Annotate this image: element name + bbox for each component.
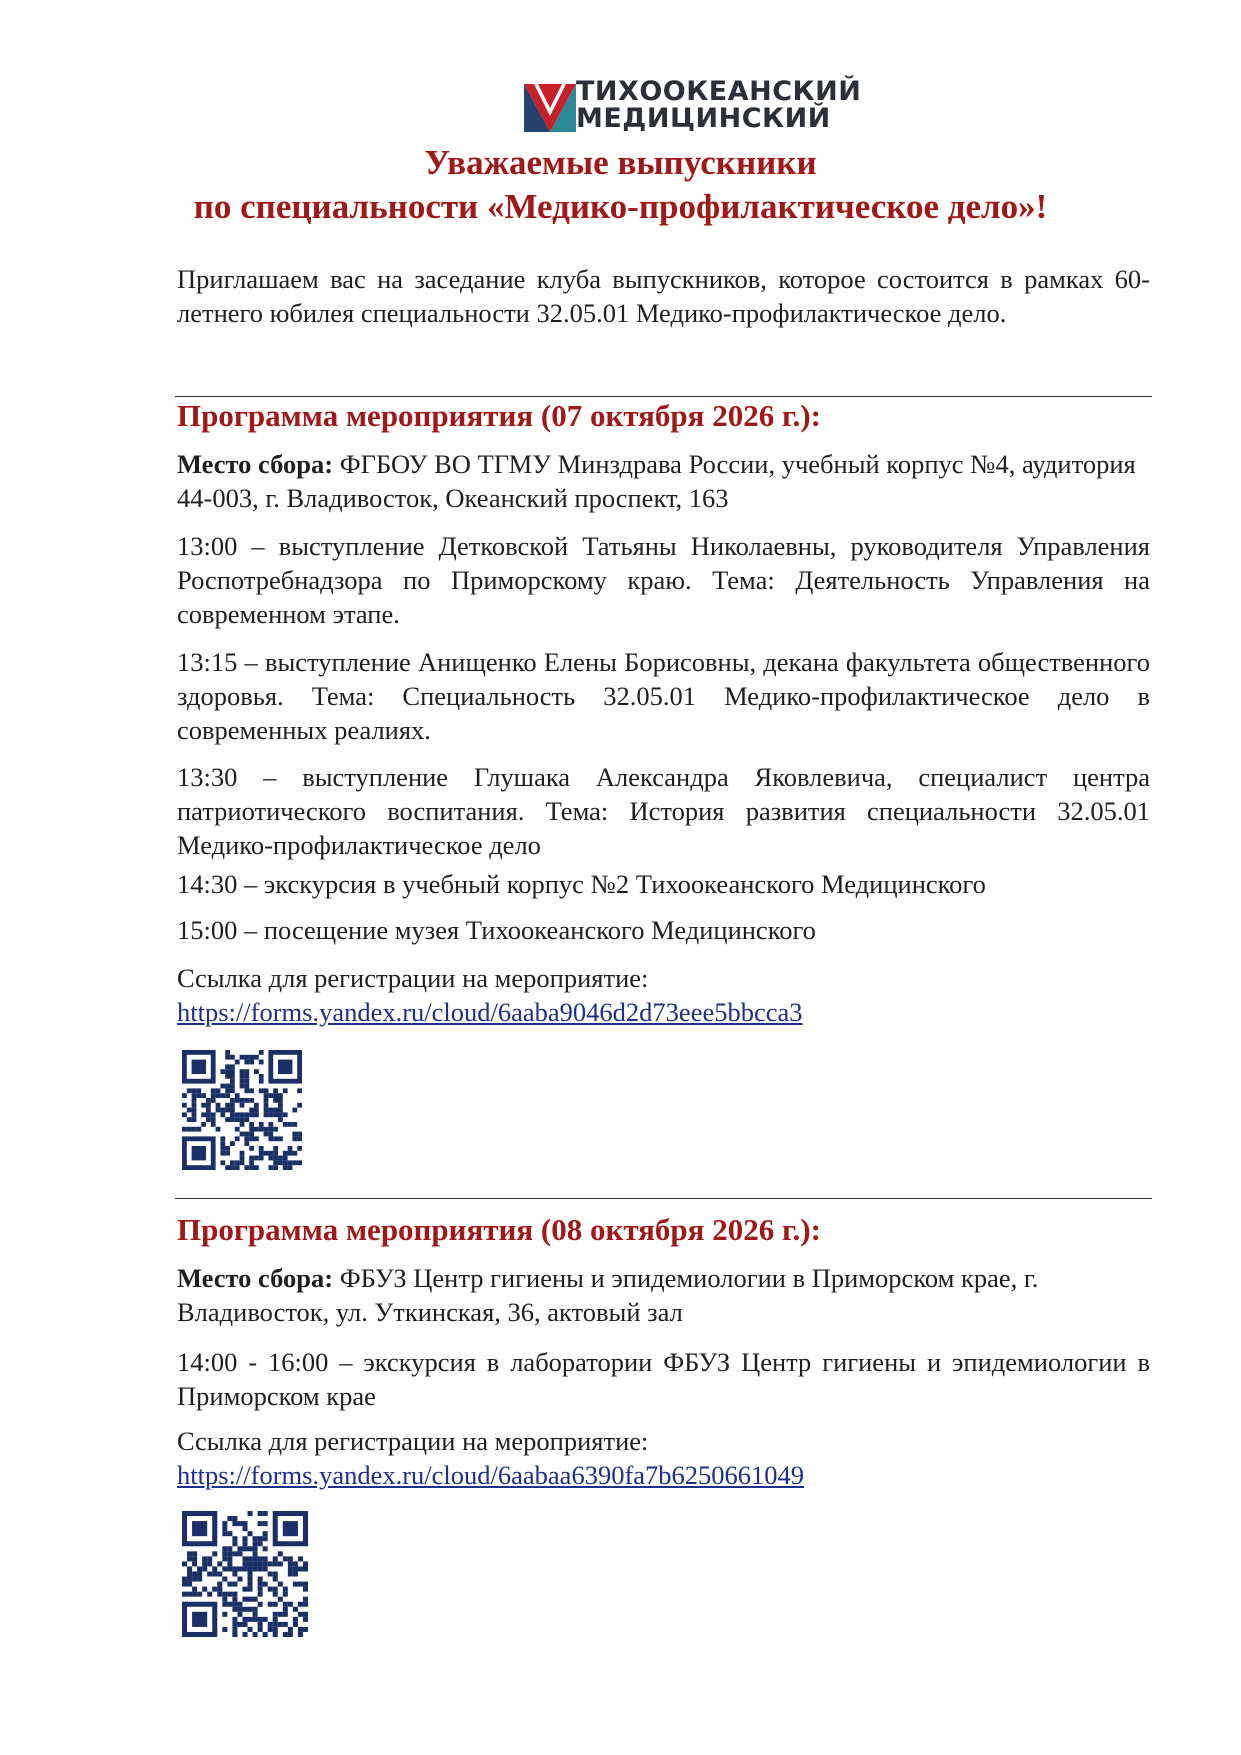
logo-emblem-icon: [522, 80, 578, 136]
intro-paragraph: Приглашаем вас на заседание клуба выпускников, которое состоится в рамках 60-летнего юбилея специальности 32.05.01 Медико-профилактическое дело.: [177, 264, 1150, 328]
page-title-line-1: Уважаемые выпускники: [424, 143, 817, 182]
logo-line-1: ТИХООКЕАНСКИЙ: [576, 76, 862, 107]
page-title-line-2: по специальности «Медико-профилактическое дело»!: [193, 187, 1048, 226]
event2-qr-code[interactable]: [182, 1511, 308, 1637]
event1-qr-code[interactable]: [182, 1050, 302, 1170]
event1-item-3: 13:30 – выступление Глушака Александра Яковлевича, специалист центра патриотического воспитания. Тема: История развития специальности 32.05.01 Медико-профилактическое дело: [177, 762, 1150, 860]
event2-reg-link[interactable]: https://forms.yandex.ru/cloud/6aabaa6390fa7b6250661049: [177, 1460, 805, 1490]
university-logo: [522, 76, 862, 136]
event2-item-1: 14:00 - 16:00 – экскурсия в лаборатории ФБУЗ Центр гигиены и эпидемиологии в Приморском крае: [177, 1347, 1150, 1411]
event1-place-label: Место сбора:: [177, 449, 334, 479]
event1-registration: [177, 961, 1150, 1029]
event1-item-1: 13:00 – выступление Детковской Татьяны Николаевны, руководителя Управления Роспотребнадзора по Приморскому краю. Тема: Деятельность Управления на современном этапе.: [177, 531, 1150, 629]
event1-item-5: 15:00 – посещение музея Тихоокеанского Медицинского: [177, 915, 816, 945]
event2-title: Программа мероприятия (08 октября 2026 г.):: [177, 1212, 821, 1247]
event2-place-label: Место сбора:: [177, 1263, 334, 1293]
event2-place-text: ФБУЗ Центр гигиены и эпидемиологии в Приморском крае, г. Владивосток, ул. Уткинская, 36, актовый зал: [177, 1263, 1039, 1327]
event2-registration: [177, 1424, 1150, 1492]
section-divider-2: [175, 1198, 1152, 1199]
event1-reg-label: Ссылка для регистрации на мероприятие:: [177, 963, 649, 993]
event1-item-2: 13:15 – выступление Анищенко Елены Борисовны, декана факультета общественного здоровья. Тема: Специальность 32.05.01 Медико-профилактическое дело в современных реалиях.: [177, 647, 1150, 745]
logo-line-2: МЕДИЦИНСКИЙ: [576, 103, 831, 134]
event1-title: Программа мероприятия (07 октября 2026 г.):: [177, 398, 821, 433]
event2-reg-label: Ссылка для регистрации на мероприятие:: [177, 1426, 649, 1456]
event2-place: [177, 1261, 1150, 1329]
event1-reg-link[interactable]: https://forms.yandex.ru/cloud/6aaba9046d2d73eee5bbcca3: [177, 997, 803, 1027]
event1-place: [177, 447, 1150, 515]
event1-item-4: 14:30 – экскурсия в учебный корпус №2 Тихоокеанского Медицинского: [177, 869, 986, 899]
logo-text: [576, 78, 861, 132]
event1-place-text: ФГБОУ ВО ТГМУ Минздрава России, учебный корпус №4, аудитория 44-003, г. Владивосток, Океанский проспект, 163: [177, 449, 1136, 513]
